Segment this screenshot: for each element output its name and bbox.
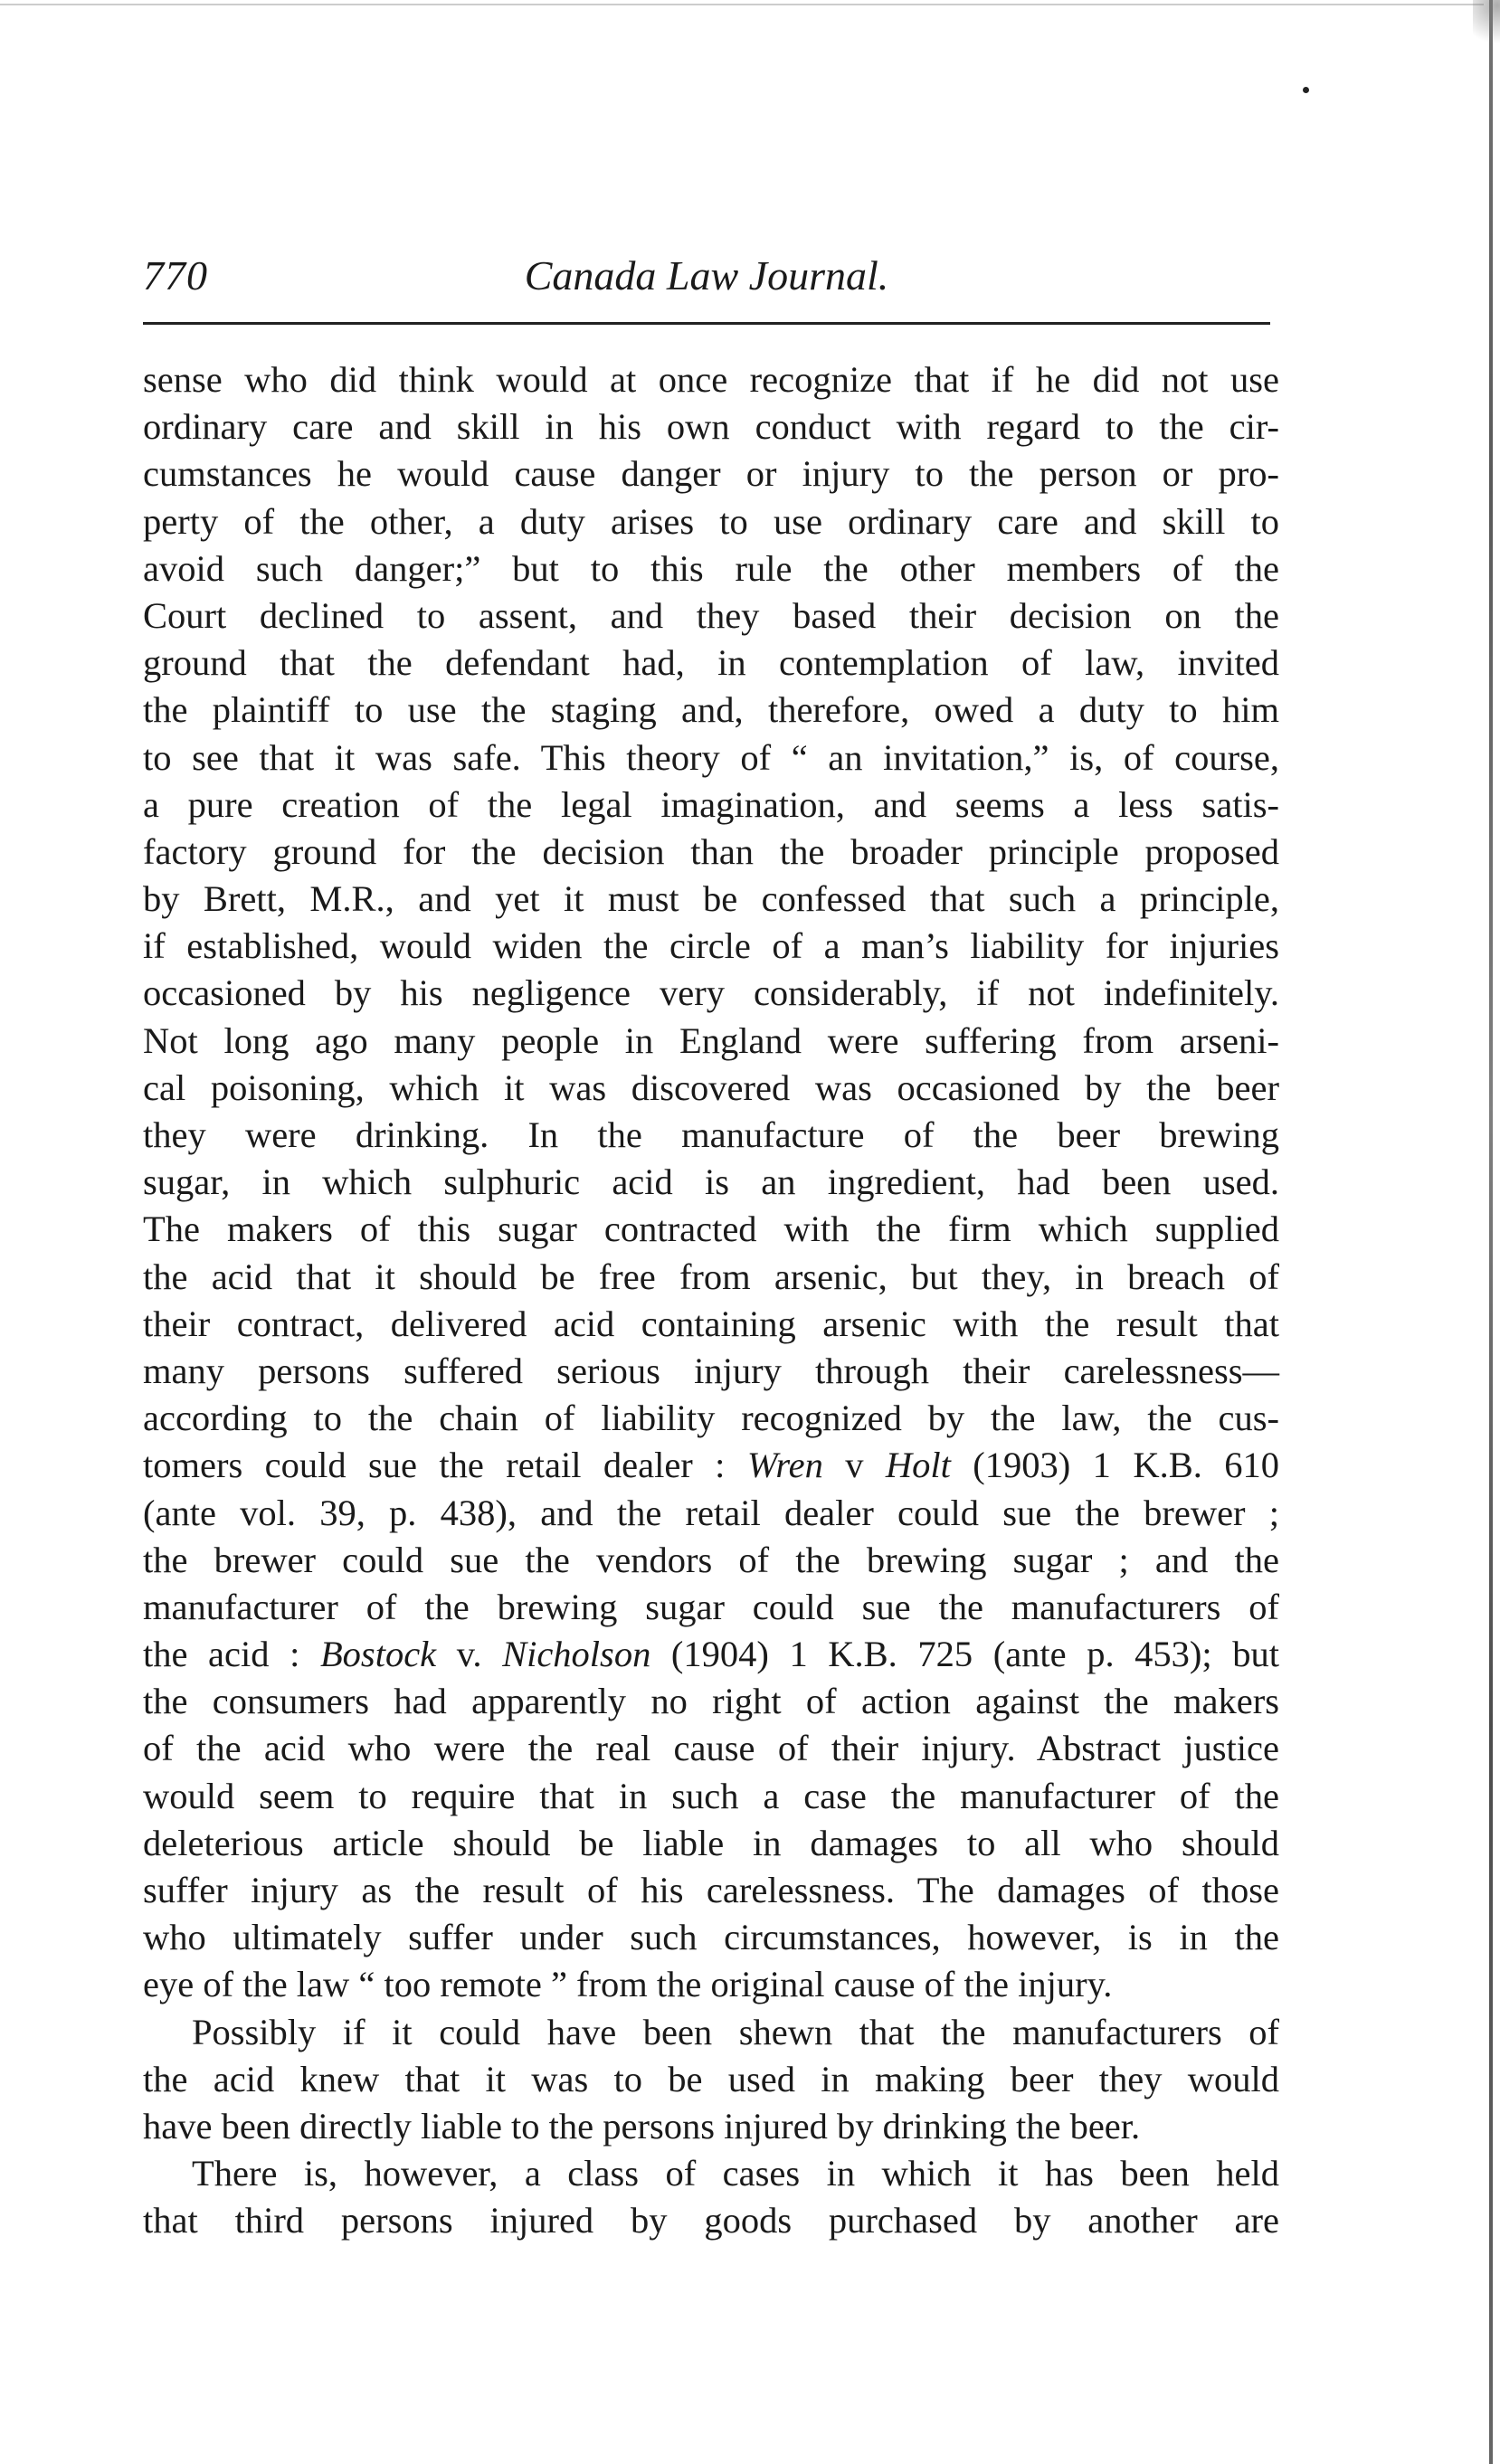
text-line: who ultimately suffer under such circumstances, however, is in the	[143, 1917, 1279, 1958]
text-line: cumstances he would cause danger or injury to the person or pro-	[143, 453, 1279, 495]
text-line: many persons suffered serious injury through their carelessness—	[143, 1350, 1279, 1391]
scan-top-edge	[0, 4, 1484, 5]
text-line: Not long ago many people in England were suffering from arseni-	[143, 1019, 1279, 1061]
text-run: (1903) 1 K.B. 610	[950, 1445, 1279, 1486]
page-number: 770	[143, 252, 208, 299]
text-line: sense who did think would at once recognize that if he did not use	[143, 359, 1279, 400]
text-run: tomers could sue the retail dealer :	[143, 1445, 747, 1486]
text-line: according to the chain of liability recognized by the law, the cus-	[143, 1398, 1279, 1439]
text-line: that third persons injured by goods purchased by another are	[143, 2200, 1279, 2241]
paragraph-start-line: There is, however, a class of cases in which it has been held	[192, 2153, 1279, 2194]
text-line: manufacturer of the brewing sugar could sue the manufacturers of	[143, 1586, 1279, 1627]
text-line-with-citation	[143, 1442, 1279, 1489]
text-line: cal poisoning, which it was discovered was occasioned by the beer	[143, 1066, 1279, 1108]
scan-corner-shadow	[1473, 0, 1500, 54]
scan-speck	[1303, 87, 1309, 93]
text-line: the acid knew that it was to be used in making beer they would	[143, 2058, 1279, 2099]
text-line: avoid such danger;” but to this rule the other members of the	[143, 547, 1279, 589]
case-name: Bostock	[319, 1634, 437, 1675]
text-line: ground that the defendant had, in contemplation of law, invited	[143, 642, 1279, 684]
paragraph-start-line: Possibly if it could have been shewn that the manufacturers of	[192, 2011, 1279, 2052]
case-name: Holt	[885, 1445, 951, 1486]
text-line: the plaintiff to use the staging and, therefore, owed a duty to him	[143, 689, 1279, 731]
text-line: by Brett, M.R., and yet it must be confessed that such a principle,	[143, 878, 1279, 920]
text-line: of the acid who were the real cause of their injury. Abstract justice	[143, 1728, 1279, 1769]
text-run: (1904) 1 K.B. 725 (ante p. 453); but	[650, 1634, 1280, 1675]
text-run: the acid :	[143, 1634, 320, 1675]
text-line: they were drinking. In the manufacture of the beer brewing	[143, 1114, 1279, 1155]
header-rule	[143, 322, 1270, 325]
case-name: Wren	[746, 1445, 823, 1486]
text-run: v.	[436, 1634, 503, 1675]
page-header	[143, 244, 1270, 308]
text-line: sugar, in which sulphuric acid is an ingredient, had been used.	[143, 1161, 1279, 1203]
text-line: have been directly liable to the persons injured by drinking the beer.	[143, 2105, 1141, 2147]
text-line: the consumers had apparently no right of action against the makers	[143, 1681, 1279, 1722]
text-line: eye of the law “ too remote ” from the original cause of the injury.	[143, 1964, 1113, 2005]
text-line: the brewer could sue the vendors of the brewing sugar ; and the	[143, 1539, 1279, 1580]
scan-right-edge	[1489, 0, 1493, 2464]
text-line: Court declined to assent, and they based their decision on the	[143, 594, 1279, 636]
body-text	[143, 356, 1279, 2245]
text-line: (ante vol. 39, p. 438), and the retail dealer could sue the brewer ;	[143, 1492, 1279, 1533]
text-line: the acid that it should be free from arsenic, but they, in breach of	[143, 1256, 1279, 1297]
text-line: a pure creation of the legal imagination, and seems a less satis-	[143, 783, 1279, 825]
running-title: Canada Law Journal.	[524, 252, 889, 299]
text-line: suffer injury as the result of his carelessness. The damages of those	[143, 1870, 1279, 1910]
text-line: occasioned by his negligence very considerably, if not indefinitely.	[143, 972, 1279, 1014]
text-line: their contract, delivered acid containing arsenic with the result that	[143, 1303, 1279, 1344]
text-line: to see that it was safe. This theory of “ an invitation,” is, of course,	[143, 736, 1279, 778]
text-line: if established, would widen the circle of a man’s liability for injuries	[143, 925, 1279, 967]
text-line: perty of the other, a duty arises to use ordinary care and skill to	[143, 500, 1279, 542]
text-line: ordinary care and skill in his own conduct with regard to the cir-	[143, 406, 1279, 448]
case-name: Nicholson	[502, 1634, 651, 1675]
text-line-with-citation	[143, 1631, 1279, 1678]
text-line: deleterious article should be liable in damages to all who should	[143, 1822, 1279, 1863]
text-run: v	[822, 1445, 886, 1486]
text-line: factory ground for the decision than the broader principle proposed	[143, 830, 1279, 872]
text-line: The makers of this sugar contracted with the firm which supplied	[143, 1208, 1279, 1250]
text-line: would seem to require that in such a case the manufacturer of the	[143, 1775, 1279, 1816]
